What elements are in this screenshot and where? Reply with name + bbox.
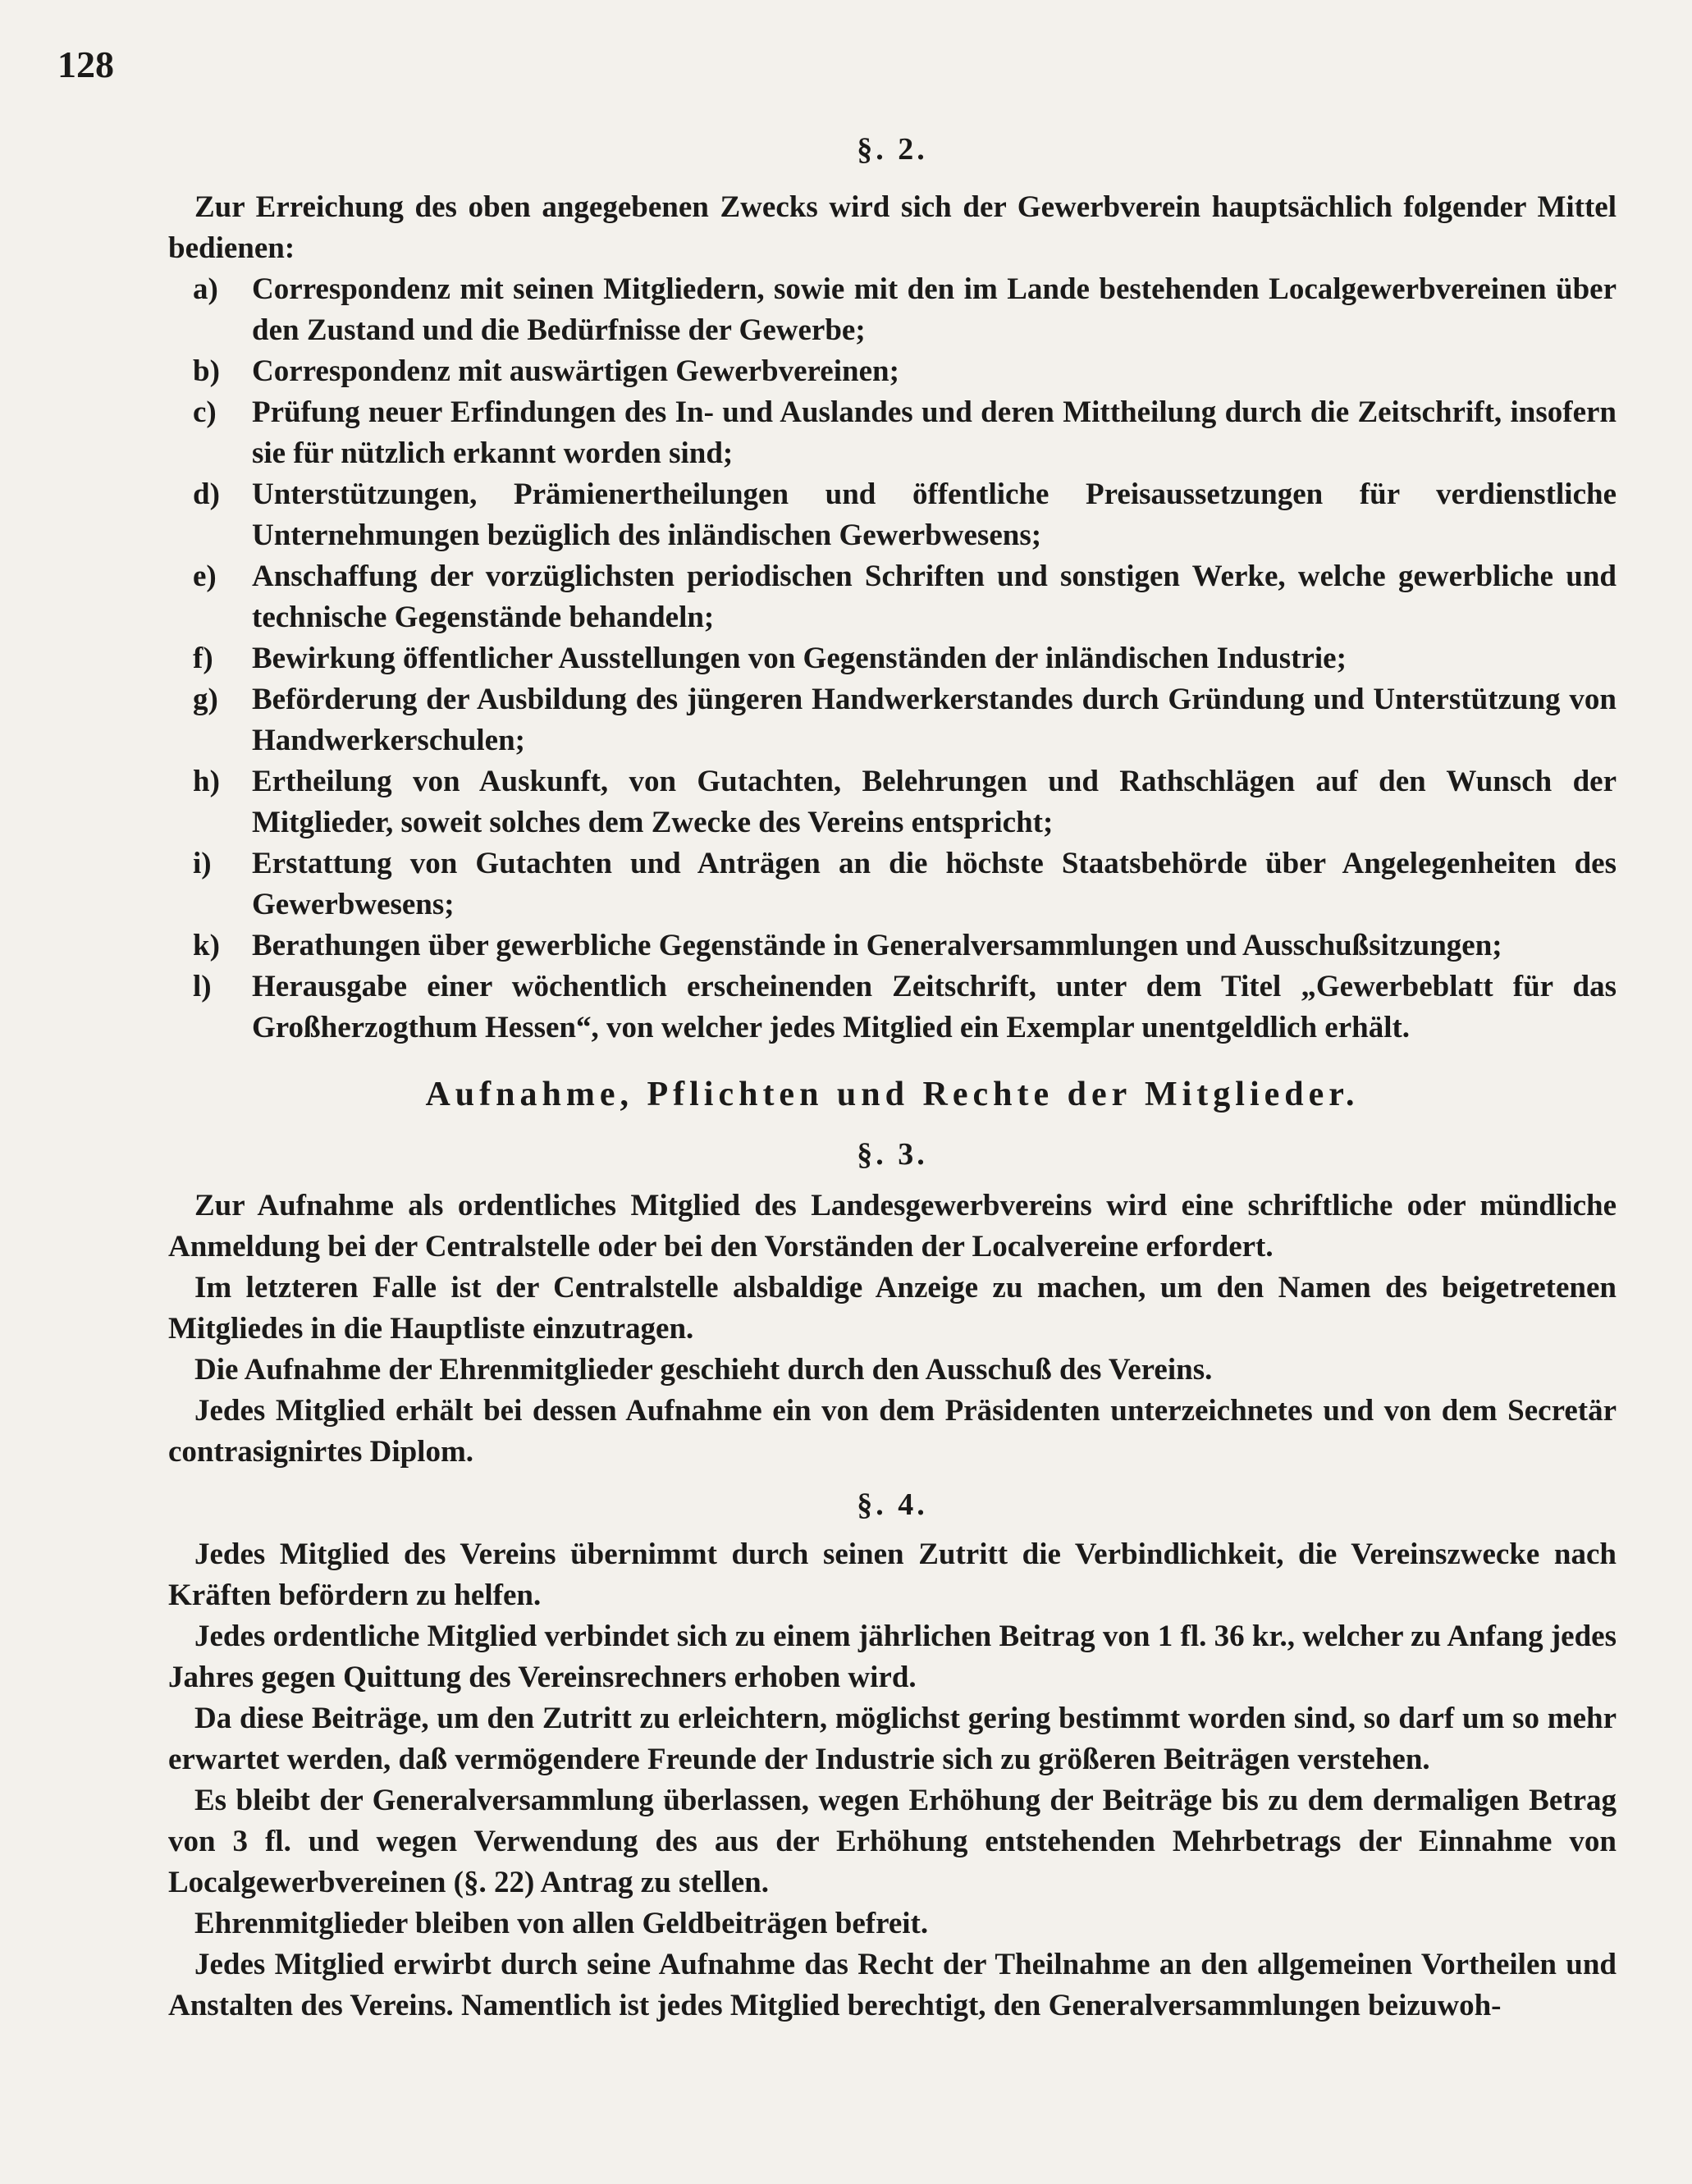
paragraph: Da diese Beiträge, um den Zutritt zu erleichtern, möglichst gering bestimmt worden sind, so darf um so mehr erwartet werden, daß vermögendere Freunde der Industrie sich zu größeren Beiträgen verstehen. (168, 1702, 1617, 1776)
list-item: l) Herausgabe einer wöchentlich erscheinenden Zeitschrift, unter dem Titel „Gewerbeblatt für das Großherzogthum Hessen“, von welcher jedes Mitglied ein Exemplar unentgeldlich erhält. (193, 970, 1617, 1044)
list-item: f) Bewirkung öffentlicher Ausstellungen von Gegenständen der inländischen Industrie; (193, 642, 1347, 675)
paragraph: Die Aufnahme der Ehrenmitglieder geschieht durch den Ausschuß des Vereins. (194, 1353, 1213, 1387)
paragraph: Es bleibt der Generalversammlung überlassen, wegen Erhöhung der Beiträge bis zu dem dermaligen Betrag von 3 fl. und wegen Verwendung des aus der Erhöhung entstehenden Mehrbetrags der Einnahme von Localgewerbvereinen (§. 22) Antrag zu stellen. (168, 1784, 1617, 1899)
chapter-heading: Aufnahme, Pflichten und Rechte der Mitglieder. (425, 1076, 1360, 1113)
section-4-title: §. 4. (857, 1487, 928, 1522)
page-number: 128 (57, 43, 114, 85)
paragraph: Jedes ordentliche Mitglied verbindet sich zu einem jährlichen Beitrag von 1 fl. 36 kr., welcher zu Anfang jedes Jahres gegen Quittung des Vereinsrechners erhoben wird. (168, 1620, 1617, 1694)
list-item: d) Unterstützungen, Prämienertheilungen und öffentliche Preisaussetzungen für verdienstliche Unternehmungen bezüglich des inländischen Gewerbwesens; (193, 477, 1617, 552)
list-item: e) Anschaffung der vorzüglichsten periodischen Schriften und sonstigen Werke, welche gewerbliche und technische Gegenstände behandeln; (193, 560, 1617, 634)
paragraph: Ehrenmitglieder bleiben von allen Geldbeiträgen befreit. (194, 1907, 929, 1940)
list-item: b) Correspondenz mit auswärtigen Gewerbvereinen; (193, 354, 899, 388)
means-list (193, 269, 1617, 1049)
paragraph: Zur Aufnahme als ordentliches Mitglied des Landesgewerbvereins wird eine schriftliche oder mündliche Anmeldung bei der Centralstelle oder bei den Vorständen der Localvereine erfordert. (168, 1189, 1617, 1263)
section-4 (168, 1534, 1617, 2026)
section-2-intro: Zur Erreichung des oben angegebenen Zwecks wird sich der Gewerbverein hauptsächlich folgender Mittel bedienen: (168, 190, 1617, 265)
paragraph: Jedes Mitglied des Vereins übernimmt durch seinen Zutritt die Verbindlichkeit, die Vereinszwecke nach Kräften befördern zu helfen. (168, 1537, 1617, 1612)
list-item: i) Erstattung von Gutachten und Anträgen an die höchste Staatsbehörde über Angelegenheiten des Gewerbwesens; (193, 847, 1617, 921)
list-item: k) Berathungen über gewerbliche Gegenstände in Generalversammlungen und Ausschußsitzungen; (193, 929, 1502, 962)
list-item: g) Beförderung der Ausbildung des jüngeren Handwerkerstandes durch Gründung und Unterstützung von Handwerkerschulen; (193, 683, 1617, 757)
list-item: h) Ertheilung von Auskunft, von Gutachten, Belehrungen und Rathschlägen auf den Wunsch der Mitglieder, soweit solches dem Zwecke des Vereins entspricht; (193, 765, 1617, 839)
section-2-title: §. 2. (857, 132, 928, 167)
paragraph: Jedes Mitglied erhält bei dessen Aufnahme ein von dem Präsidenten unterzeichnetes und von dem Secretär contrasignirtes Diplom. (168, 1394, 1617, 1469)
section-3 (168, 1186, 1617, 1473)
list-item: c) Prüfung neuer Erfindungen des In- und Auslandes und deren Mittheilung durch die Zeitschrift, insofern sie für nützlich erkannt worden sind; (193, 395, 1617, 470)
section-3-title: §. 3. (857, 1137, 928, 1172)
list-item: a) Correspondenz mit seinen Mitgliedern, sowie mit den im Lande bestehenden Localgewerbvereinen über den Zustand und die Bedürfnisse der Gewerbe; (193, 272, 1617, 347)
paragraph: Jedes Mitglied erwirbt durch seine Aufnahme das Recht der Theilnahme an den allgemeinen Vortheilen und Anstalten des Vereins. Namentlich ist jedes Mitglied berechtigt, den Generalversammlungen beizuwoh- (168, 1948, 1617, 2022)
paragraph: Im letzteren Falle ist der Centralstelle alsbaldige Anzeige zu machen, um den Namen des beigetretenen Mitgliedes in die Hauptliste einzutragen. (168, 1271, 1617, 1346)
section-2 (168, 187, 1617, 1049)
